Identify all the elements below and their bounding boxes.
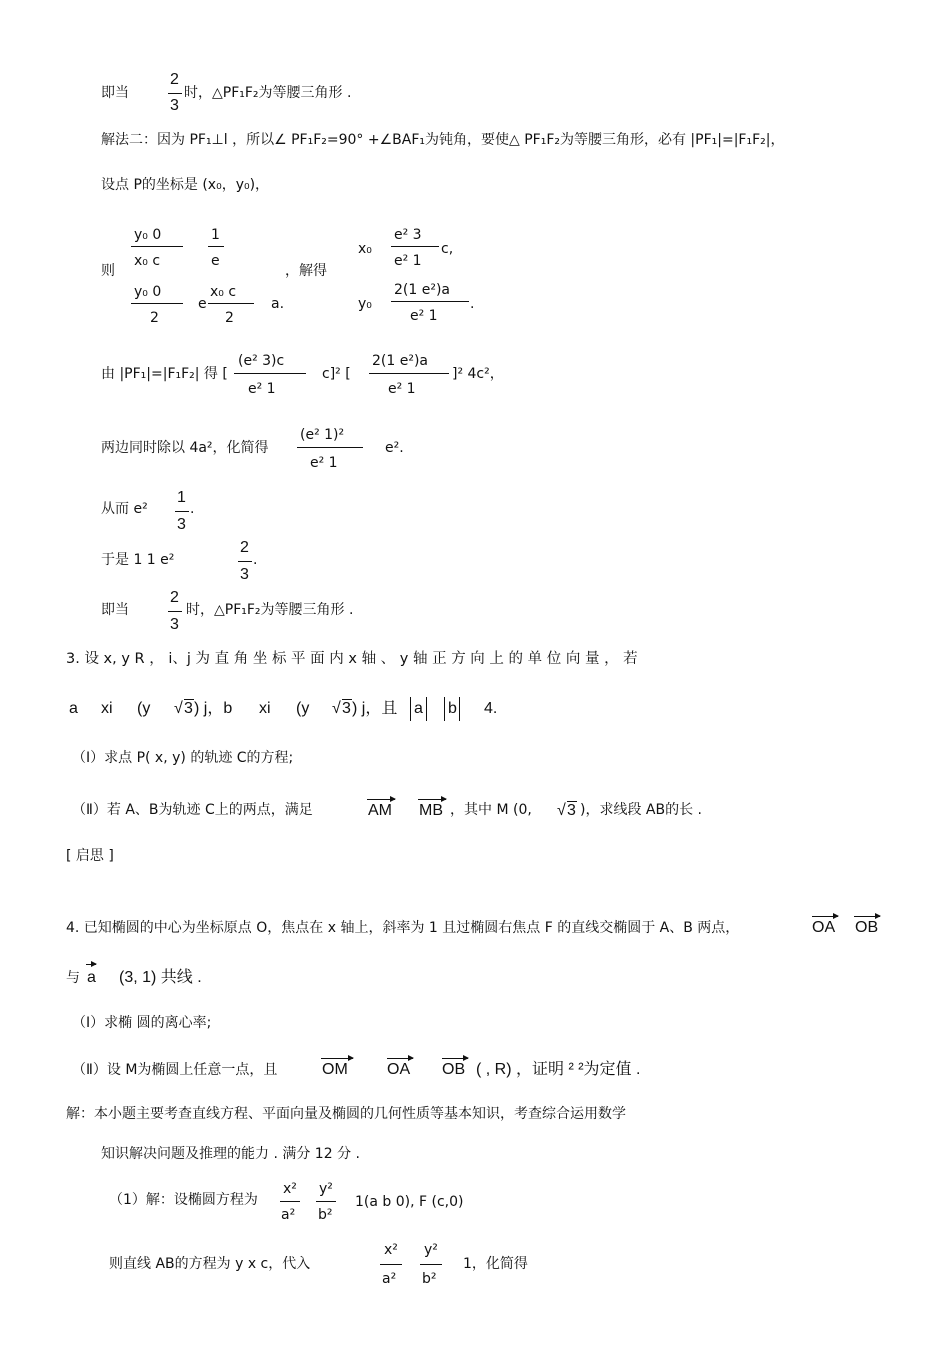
eq8-bar (238, 561, 252, 562)
eq5-bar2 (369, 373, 449, 374)
eq8-end: . (253, 552, 258, 568)
sys-r2-rbar (208, 303, 254, 304)
sol-bar (280, 1201, 300, 1202)
text-isosceles-2: 时，△PF₁F₂为等腰三角形 . (186, 602, 354, 618)
y0-num: 2(1 e²)a (394, 282, 450, 298)
sol-s2b: 1，化简得 (463, 1256, 528, 1272)
sys-r1-rbar (208, 246, 224, 247)
sol-b2b: b² (422, 1271, 437, 1287)
sys-r2-rnum: x₀ c (210, 284, 237, 300)
eq6-den: e² 1 (310, 455, 338, 471)
y0-den: e² 1 (410, 308, 438, 324)
q4-part1: （Ⅰ）求椭 圆的离心率; (72, 1015, 212, 1031)
sys-r2-rden: 2 (225, 310, 234, 326)
sys-r1-bar (131, 246, 183, 247)
q3-s3: 3 (567, 802, 576, 819)
vector-arrow (387, 1058, 413, 1059)
q3-B: b (448, 700, 457, 717)
q3-sqrt2: 3 (342, 700, 351, 717)
eq8-den: 3 (240, 566, 249, 583)
sol-line1: 解：本小题主要考查直线方程、平面向量及椭圆的几何性质等基本知识，考查综合运用数学 (66, 1106, 626, 1122)
text-solve: ，解得 (285, 263, 327, 279)
sys-r1-rden: e (211, 253, 220, 269)
sol-a2: a² (281, 1207, 296, 1223)
frac2-num: 2 (170, 589, 179, 606)
vector-arrow (321, 1058, 353, 1059)
sqrt-icon: √ (174, 700, 183, 717)
q3-part2b: ，其中 M (0, (450, 802, 532, 818)
q3-yp2: (y (296, 700, 310, 717)
q3-A: a (414, 700, 423, 717)
sys-r2-den: 2 (150, 310, 159, 326)
x0-label: x₀ (358, 241, 372, 257)
abs-bar (410, 697, 411, 721)
eq6-prefix: 两边同时除以 4a²，化简得 (101, 440, 269, 456)
q3-line1: 3. 设 x, y R ， i、j 为 直 角 坐 标 平 面 内 x 轴 、 y 轴 正 方 向 上 的 单 位 向 量 ， 若 (66, 651, 638, 667)
frac-num: 2 (170, 71, 179, 88)
eq7-prefix: 从而 e² (101, 501, 148, 517)
eq7-bar (175, 511, 189, 512)
q3-jb: ) j，b (194, 700, 233, 717)
vector-arrow (812, 916, 838, 917)
eq7-num: 1 (177, 489, 186, 506)
vector-arrow (86, 964, 96, 965)
y0-end: . (470, 296, 475, 312)
x0-num: e² 3 (394, 227, 422, 243)
eq6-bar (297, 447, 363, 448)
vec-MB: MB (419, 802, 443, 819)
sqrt-icon-2: √ (332, 700, 341, 717)
q3-part2c: )，求线段 AB的长 . (580, 802, 702, 818)
abs-bar (426, 697, 427, 721)
abs-bar (459, 697, 460, 721)
q3-part1: （Ⅰ）求点 P( x, y) 的轨迹 C的方程; (72, 750, 294, 766)
eq5-n1: (e² 3)c (238, 353, 285, 369)
sol-x2: x² (283, 1181, 297, 1197)
sys-r1-den: x₀ c (134, 253, 161, 269)
qisi: [ 启思 ] (66, 848, 114, 864)
sol-bar (420, 1264, 442, 1265)
vec-OM: OM (322, 1061, 348, 1078)
q3-part2a: （Ⅱ）若 A、B为轨迹 C上的两点，满足 (72, 802, 313, 818)
vector-arrow (418, 799, 446, 800)
eq5-mid: c]² [ (322, 366, 351, 382)
x0-den: e² 1 (394, 253, 422, 269)
q4-part2b: ( , R) ，证明 ² ²为定值 . (476, 1061, 641, 1078)
text-when: 即当 (101, 85, 129, 101)
vec-OB-2: OB (442, 1061, 466, 1078)
sol-s1b: 1(a b 0), F (c,0) (355, 1194, 464, 1210)
eq7-end: . (190, 501, 195, 517)
eq8-prefix: 于是 1 1 e² (101, 552, 175, 568)
sqrt-icon-3: √ (557, 802, 566, 819)
eq5-n2: 2(1 e²)a (372, 353, 428, 369)
sol-y2b: y² (424, 1242, 438, 1258)
sol-bar (380, 1264, 402, 1265)
abs-bar (444, 697, 445, 721)
q3-xi2: xi (259, 700, 271, 717)
sys-r2-e: e (198, 296, 207, 312)
vec-OB: OB (855, 919, 879, 936)
sol-a2b: a² (382, 1271, 397, 1287)
eq8-num: 2 (240, 539, 249, 556)
vector-arrow (854, 916, 880, 917)
vec-OA-2: OA (387, 1061, 411, 1078)
sol-x2b: x² (384, 1242, 398, 1258)
vec-AM: AM (368, 802, 392, 819)
eq5-d2: e² 1 (388, 381, 416, 397)
sol-line2: 知识解决问题及推理的能力 . 满分 12 分 . (101, 1146, 360, 1162)
frac-bar (168, 93, 182, 94)
eq5-prefix: 由 |PF₁|=|F₁F₂| 得 [ (101, 366, 228, 382)
text-when-2: 即当 (101, 602, 129, 618)
q4-line1: 4. 已知椭圆的中心为坐标原点 O，焦点在 x 轴上，斜率为 1 且过椭圆右焦点 F 的直线交椭圆于 A、B 两点， (66, 920, 740, 936)
eq7-den: 3 (177, 516, 186, 533)
eq6-end: e². (385, 440, 404, 456)
q3-a: a (69, 700, 78, 717)
sys-r2-end: a. (271, 296, 285, 312)
sol-b2: b² (318, 1207, 333, 1223)
vector-arrow (442, 1058, 468, 1059)
eq5-end: ]² 4c²， (452, 366, 504, 382)
x0-end: c, (441, 241, 454, 257)
q3-jq: ) j，且 (352, 700, 398, 717)
text-isosceles: 时，△PF₁F₂为等腰三角形 . (184, 85, 352, 101)
q3-xi: xi (101, 700, 113, 717)
frac2-den: 3 (170, 616, 179, 633)
y0-bar (391, 301, 469, 302)
sys-r2-num: y₀ 0 (134, 284, 162, 300)
method-two-line: 解法二：因为 PF₁⊥l ，所以∠ PF₁F₂=90° +∠BAF₁为钝角，要使△ PF₁F₂为等腰三角形，必有 |PF₁|=|F₁F₂|， (101, 132, 785, 148)
eq5-bar1 (234, 373, 306, 374)
sol-y2: y² (319, 1181, 333, 1197)
vector-arrow (367, 799, 395, 800)
point-coord-line: 设点 P的坐标是 (x₀，y₀)， (101, 177, 270, 193)
x0-bar (391, 246, 439, 247)
vec-OA: OA (812, 919, 836, 936)
q3-sqrt: 3 (184, 700, 193, 717)
sol-bar (316, 1201, 336, 1202)
q3-four: 4. (484, 700, 498, 717)
vec-a: a (87, 969, 96, 986)
frac2-bar (168, 611, 182, 612)
q4-part2a: （Ⅱ）设 M为椭圆上任意一点，且 (72, 1062, 278, 1078)
sys-r1-rnum: 1 (211, 227, 220, 243)
sol-s2a: 则直线 AB的方程为 y x c，代入 (109, 1256, 311, 1272)
q3-yp: (y (137, 700, 151, 717)
y0-label: y₀ (358, 296, 372, 312)
eq5-d1: e² 1 (248, 381, 276, 397)
frac-den: 3 (170, 97, 179, 114)
q4-line2b: (3, 1) 共线 . (119, 969, 202, 986)
sys-r1-num: y₀ 0 (134, 227, 162, 243)
eq6-num: (e² 1)² (300, 427, 345, 443)
q4-line2a: 与 (66, 970, 80, 986)
sol-s1a: （1）解：设椭圆方程为 (109, 1192, 258, 1208)
sys-r2-bar (131, 303, 183, 304)
text-then: 则 (101, 263, 115, 279)
